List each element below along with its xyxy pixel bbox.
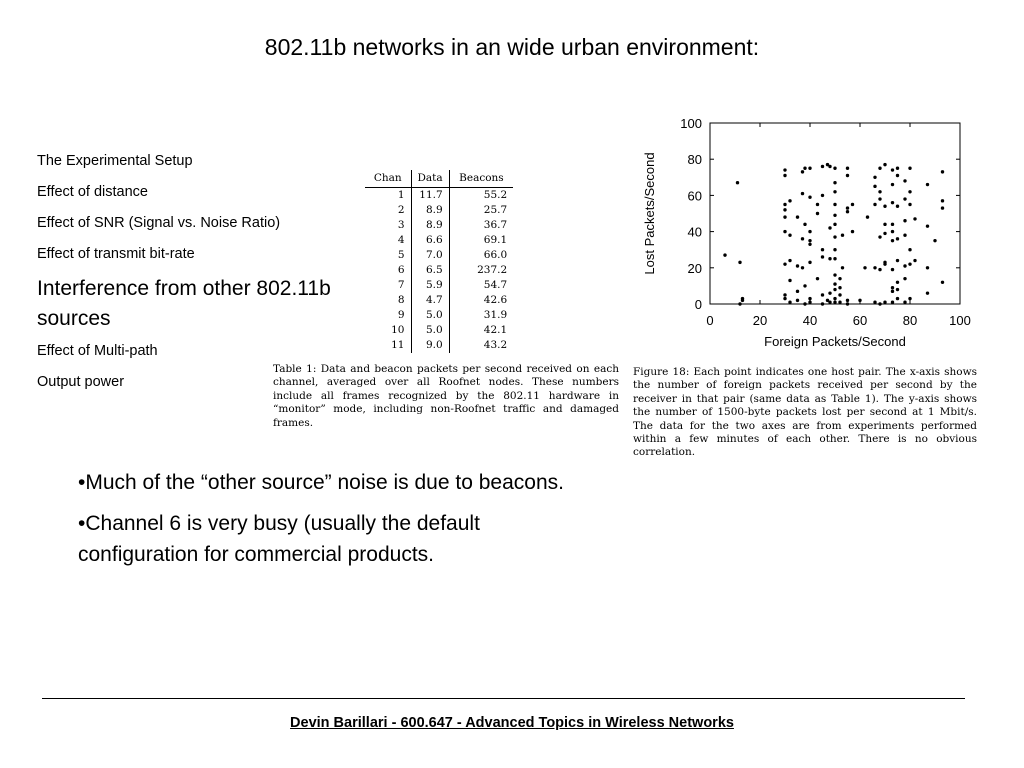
data-point <box>941 281 944 284</box>
data-point <box>846 302 849 305</box>
table-row <box>365 308 513 323</box>
data-point <box>903 219 906 222</box>
data-point <box>808 196 811 199</box>
data-point <box>846 210 849 213</box>
table-row <box>365 263 513 278</box>
data-point <box>808 167 811 170</box>
bullet-item: •Much of the “other source” noise is due to beacons. <box>78 471 564 494</box>
data-point <box>873 203 876 206</box>
data-point <box>863 266 866 269</box>
table-cell-chan: 6 <box>365 263 411 278</box>
data-point <box>941 170 944 173</box>
data-point <box>913 217 916 220</box>
data-point <box>801 192 804 195</box>
data-point <box>883 205 886 208</box>
data-point <box>788 234 791 237</box>
data-point <box>903 277 906 280</box>
data-point <box>788 199 791 202</box>
data-point <box>933 239 936 242</box>
data-point <box>891 286 894 289</box>
data-point <box>788 279 791 282</box>
data-point <box>821 165 824 168</box>
scatter-chart-svg <box>634 110 984 360</box>
data-point <box>783 203 786 206</box>
data-point <box>891 239 894 242</box>
data-point <box>878 268 881 271</box>
table-row <box>365 233 513 248</box>
table-cell-beacons: 42.6 <box>483 294 508 306</box>
data-point <box>846 206 849 209</box>
data-point <box>816 212 819 215</box>
slide-title: 802.11b networks in an wide urban environment: <box>264 34 760 60</box>
table-cell-data: 5.9 <box>411 278 449 293</box>
y-tick-label: 20 <box>687 260 702 276</box>
table-cell-chan: 4 <box>365 233 411 248</box>
table-row <box>365 188 513 204</box>
outline-item-current: Interference from other 802.11b sources <box>37 277 331 330</box>
data-point <box>828 257 831 260</box>
data-point <box>896 288 899 291</box>
data-point <box>803 302 806 305</box>
data-point <box>821 248 824 251</box>
data-point <box>796 215 799 218</box>
data-point <box>903 300 906 303</box>
data-point <box>833 297 836 300</box>
data-point <box>846 299 849 302</box>
data-point <box>833 181 836 184</box>
table-cell-beacons: 31.9 <box>483 309 508 321</box>
channel-table <box>365 170 513 353</box>
data-point <box>808 230 811 233</box>
data-point <box>803 167 806 170</box>
data-point <box>891 268 894 271</box>
data-point <box>801 170 804 173</box>
data-point <box>833 273 836 276</box>
table-cell-chan: 9 <box>365 308 411 323</box>
data-point <box>833 203 836 206</box>
data-point <box>808 243 811 246</box>
data-point <box>833 288 836 291</box>
table-caption: Table 1: Data and beacon packets per second received on each channel, averaged over all Roofnet nodes. These numbers include all frames recognized by the 802.11 hardware in “monitor” mode, including non-Roofnet traffic and damaged frames. <box>273 363 619 429</box>
data-point <box>816 203 819 206</box>
data-point <box>841 266 844 269</box>
data-point <box>808 300 811 303</box>
scatter-chart <box>634 110 984 360</box>
data-point <box>858 299 861 302</box>
data-point <box>908 262 911 265</box>
data-point <box>788 259 791 262</box>
footer-credit: Devin Barillari - 600.647 - Advanced Topics in Wireless Networks <box>290 715 734 731</box>
table-row <box>365 338 513 353</box>
plot-frame <box>710 123 960 304</box>
table-cell-chan: 1 <box>365 188 411 204</box>
table-cell-beacons: 43.2 <box>483 339 508 351</box>
outline-item: Effect of transmit bit-rate <box>37 246 195 262</box>
data-point <box>783 297 786 300</box>
data-point <box>903 234 906 237</box>
data-point <box>941 206 944 209</box>
table-row <box>365 323 513 338</box>
data-point <box>903 179 906 182</box>
table-cell-beacons: 54.7 <box>483 279 508 291</box>
table-header-data: Data <box>411 170 449 188</box>
table-header-beacons: Beacons <box>449 170 513 188</box>
data-point <box>816 277 819 280</box>
data-point <box>883 223 886 226</box>
table-cell-beacons: 237.2 <box>477 264 508 276</box>
data-point <box>891 230 894 233</box>
data-point <box>891 168 894 171</box>
data-point <box>821 194 824 197</box>
data-point <box>891 290 894 293</box>
x-axis-label: Foreign Packets/Second <box>764 334 906 349</box>
table-cell-chan: 3 <box>365 218 411 233</box>
bullet-list <box>78 467 598 580</box>
data-point <box>851 203 854 206</box>
table-header-chan: Chan <box>365 170 411 188</box>
data-point <box>821 255 824 258</box>
outline-item: Effect of Multi-path <box>37 343 158 359</box>
data-point <box>833 190 836 193</box>
data-point <box>838 286 841 289</box>
data-point <box>796 299 799 302</box>
table-cell-data: 5.0 <box>411 308 449 323</box>
table-row <box>365 293 513 308</box>
data-point <box>828 226 831 229</box>
data-point <box>833 167 836 170</box>
channel-table-figure <box>365 170 513 353</box>
data-point <box>783 208 786 211</box>
data-point <box>908 190 911 193</box>
table-cell-data: 11.7 <box>411 188 449 204</box>
table-row <box>365 248 513 263</box>
data-point <box>878 235 881 238</box>
data-point <box>833 214 836 217</box>
table-row <box>365 278 513 293</box>
data-point <box>838 300 841 303</box>
table-cell-chan: 8 <box>365 293 411 308</box>
data-point <box>783 215 786 218</box>
outline-item: Output power <box>37 374 125 390</box>
table-cell-beacons: 42.1 <box>483 324 508 336</box>
data-point <box>908 167 911 170</box>
table-row <box>365 203 513 218</box>
data-point <box>796 264 799 267</box>
data-point <box>926 224 929 227</box>
data-point <box>738 261 741 264</box>
data-point <box>838 277 841 280</box>
data-point <box>796 290 799 293</box>
data-point <box>783 168 786 171</box>
outline-item: The Experimental Setup <box>37 153 193 169</box>
data-point <box>801 237 804 240</box>
data-point <box>891 300 894 303</box>
table-cell-beacons: 55.2 <box>483 189 508 201</box>
x-tick-label: 0 <box>706 313 714 328</box>
data-point <box>828 165 831 168</box>
data-point <box>783 174 786 177</box>
table-cell-chan: 2 <box>365 203 411 218</box>
data-point <box>851 230 854 233</box>
table-cell-beacons: 36.7 <box>483 219 508 231</box>
data-point <box>736 181 739 184</box>
table-cell-data: 7.0 <box>411 248 449 263</box>
data-point <box>896 259 899 262</box>
data-point <box>883 232 886 235</box>
data-point <box>803 223 806 226</box>
bullet-item: •Channel 6 is very busy (usually the default configuration for commercial products. <box>78 512 480 566</box>
data-point <box>741 299 744 302</box>
data-point <box>833 282 836 285</box>
data-point <box>926 183 929 186</box>
x-tick-label: 80 <box>902 313 918 328</box>
y-tick-label: 0 <box>694 297 702 312</box>
data-point <box>926 291 929 294</box>
data-point <box>913 259 916 262</box>
data-point <box>873 185 876 188</box>
table-cell-beacons: 66.0 <box>483 249 508 261</box>
table-cell-chan: 5 <box>365 248 411 263</box>
table-cell-chan: 11 <box>365 338 411 353</box>
data-point <box>803 284 806 287</box>
table-cell-data: 4.7 <box>411 293 449 308</box>
data-point <box>833 235 836 238</box>
table-cell-data: 8.9 <box>411 203 449 218</box>
table-cell-data: 5.0 <box>411 323 449 338</box>
data-point <box>783 293 786 296</box>
data-point <box>783 262 786 265</box>
data-point <box>738 302 741 305</box>
data-point <box>866 215 869 218</box>
data-point <box>833 300 836 303</box>
y-tick-label: 80 <box>687 152 702 168</box>
data-point <box>926 266 929 269</box>
x-tick-label: 60 <box>852 313 868 328</box>
data-point <box>846 167 849 170</box>
data-point <box>801 266 804 269</box>
data-point <box>788 300 791 303</box>
data-point <box>896 297 899 300</box>
chart-points <box>723 163 944 306</box>
y-axis-label: Lost Packets/Second <box>642 152 657 275</box>
y-tick-label: 100 <box>680 116 702 131</box>
data-point <box>873 266 876 269</box>
table-cell-data: 6.5 <box>411 263 449 278</box>
x-tick-label: 100 <box>949 313 971 328</box>
data-point <box>878 302 881 305</box>
data-point <box>896 237 899 240</box>
data-point <box>896 281 899 284</box>
data-point <box>883 300 886 303</box>
data-point <box>896 174 899 177</box>
data-point <box>883 163 886 166</box>
data-point <box>883 262 886 265</box>
data-point <box>808 239 811 242</box>
data-point <box>891 183 894 186</box>
table-cell-data: 8.9 <box>411 218 449 233</box>
chart-axes <box>680 116 971 328</box>
data-point <box>846 174 849 177</box>
data-point <box>808 297 811 300</box>
table-cell-data: 9.0 <box>411 338 449 353</box>
data-point <box>941 199 944 202</box>
x-tick-label: 40 <box>802 313 818 328</box>
data-point <box>833 257 836 260</box>
data-point <box>808 261 811 264</box>
data-point <box>903 264 906 267</box>
footer-divider <box>42 698 965 699</box>
data-point <box>891 223 894 226</box>
data-point <box>908 203 911 206</box>
data-point <box>723 253 726 256</box>
y-tick-label: 40 <box>687 224 702 240</box>
data-point <box>891 201 894 204</box>
data-point <box>783 230 786 233</box>
data-point <box>878 167 881 170</box>
y-tick-label: 60 <box>687 188 702 204</box>
figure-caption: Figure 18: Each point indicates one host pair. The x-axis shows the number of foreign packets received per second by the receiver in that pair (same data as Table 1). The y-axis shows the number of 1500-byte packets lost per second at 1 Mbit/s. The data for the two axes are from experiments performed within a few minutes of each other. There is no obvious correlation. <box>633 366 977 459</box>
data-point <box>896 167 899 170</box>
data-point <box>841 234 844 237</box>
table-header-row <box>365 170 513 188</box>
data-point <box>908 248 911 251</box>
table-row <box>365 218 513 233</box>
x-tick-label: 20 <box>752 313 768 328</box>
table-cell-chan: 7 <box>365 278 411 293</box>
data-point <box>873 300 876 303</box>
outline-item: Effect of distance <box>37 184 148 200</box>
data-point <box>903 197 906 200</box>
table-cell-chan: 10 <box>365 323 411 338</box>
data-point <box>828 291 831 294</box>
data-point <box>821 293 824 296</box>
data-point <box>878 190 881 193</box>
outline-item: Effect of SNR (Signal vs. Noise Ratio) <box>37 215 281 231</box>
data-point <box>828 300 831 303</box>
data-point <box>878 197 881 200</box>
data-point <box>833 248 836 251</box>
data-point <box>873 176 876 179</box>
data-point <box>908 297 911 300</box>
table-cell-beacons: 69.1 <box>483 234 508 246</box>
data-point <box>833 223 836 226</box>
data-point <box>838 293 841 296</box>
table-cell-beacons: 25.7 <box>483 204 508 216</box>
data-point <box>896 205 899 208</box>
table-body <box>365 188 513 354</box>
data-point <box>821 302 824 305</box>
table-cell-data: 6.6 <box>411 233 449 248</box>
